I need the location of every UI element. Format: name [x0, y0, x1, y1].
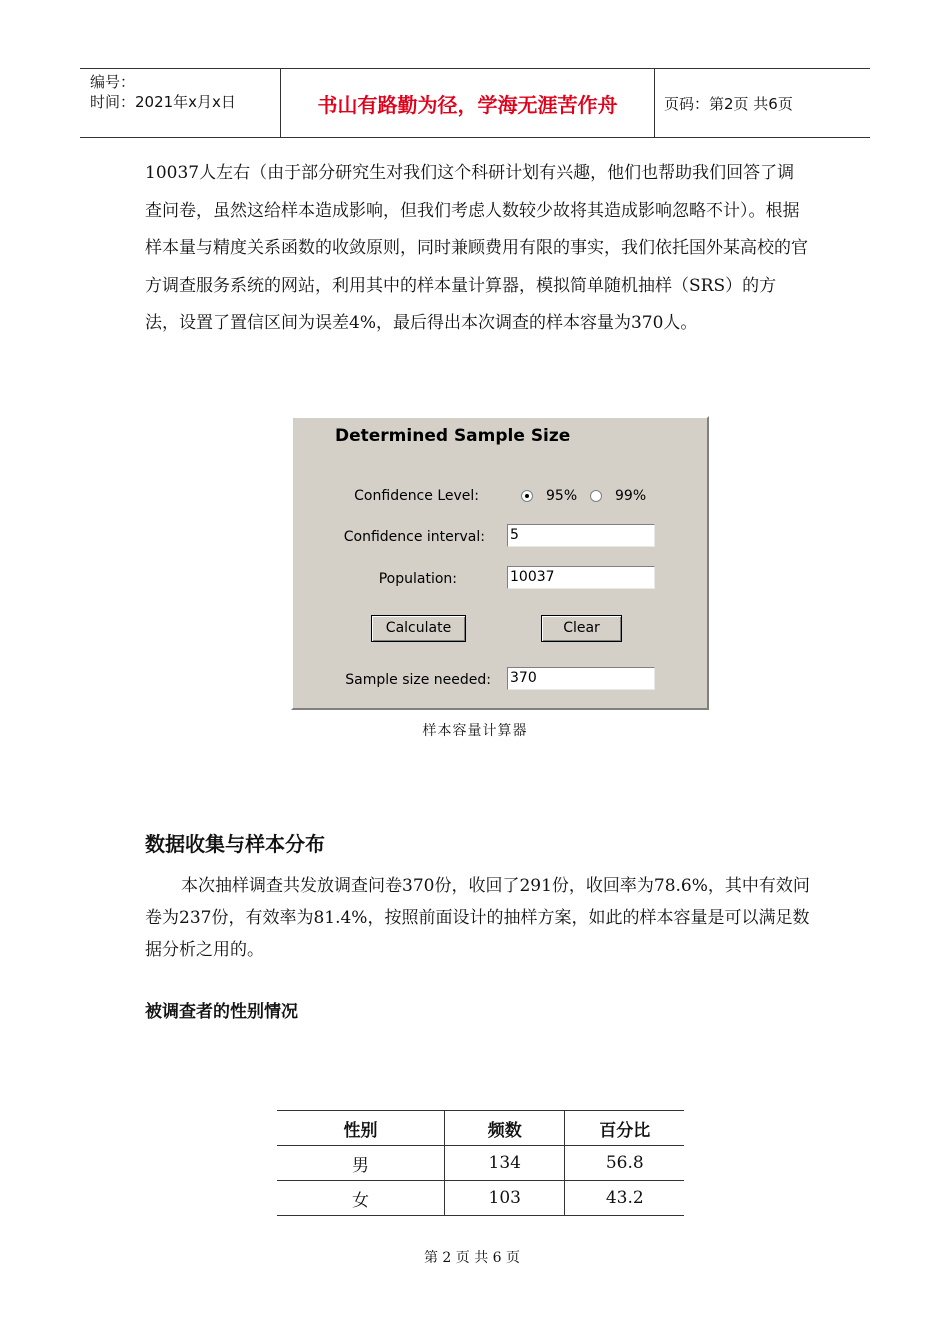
clear-button[interactable]: Clear [541, 615, 622, 642]
calculator-caption [0, 720, 950, 740]
confidence-level-label: Confidence Level: [354, 488, 479, 504]
column-header-gender: 性别 [277, 1111, 445, 1146]
subsection-title: 被调查者的性别情况 [145, 1002, 298, 1022]
confidence-99-radio[interactable] [590, 490, 602, 502]
page-header [80, 68, 870, 138]
table-cell: 103 [445, 1181, 565, 1216]
intro-paragraph: 10037人左右（由于部分研究生对我们这个科研计划有兴趣，他们也帮助我们回答了调查问卷，虽然这给样本造成影响，但我们考虑人数较少故将其造成影响忽略不计）。根据样本量与精度关系函数的收敛原则，同时兼顾费用有限的事实，我们依托国外某高校的官方调查服务系统的网站，利用其中的样本量计算器，模拟简单随机抽样（SRS）的方法，设置了置信区间为误差4%，最后得出本次调查的样本容量为370人。 [145, 163, 808, 333]
confidence-99-label: 99% [615, 488, 647, 504]
calculator-title: Determined Sample Size [335, 426, 571, 446]
header-motto: 书山有路勤为径，学海无涯苦作舟 [317, 93, 618, 117]
header-motto-cell [280, 69, 655, 137]
sample-size-output[interactable]: 370 [507, 667, 655, 690]
confidence-95-label: 95% [546, 488, 578, 504]
table-row [277, 1146, 684, 1181]
footer-page-number: 第 2 页 共 6 页 [423, 1250, 521, 1266]
gender-table [277, 1110, 684, 1216]
confidence-95-radio[interactable] [521, 490, 533, 502]
table-cell: 134 [445, 1146, 565, 1181]
sample-size-label: Sample size needed: [345, 672, 491, 688]
table-cell: 女 [277, 1181, 445, 1216]
header-page-cell [654, 69, 870, 137]
table-cell: 56.8 [565, 1146, 684, 1181]
column-header-percent: 百分比 [565, 1111, 684, 1146]
column-header-frequency: 频数 [445, 1111, 565, 1146]
header-meta-cell [80, 69, 280, 137]
collection-paragraph: 本次抽样调查共发放调查问卷370份，收回了291份，收回率为78.6%，其中有效问卷为237份，有效率为81.4%，按照前面设计的抽样方案，如此的样本容量是可以满足数据分析之用的。 [145, 876, 810, 960]
header-page-label: 页码：第2页 共6页 [664, 95, 793, 113]
table-cell: 43.2 [565, 1181, 684, 1216]
sample-size-calculator [291, 416, 709, 710]
document-time-label: 时间：2021年x月x日 [90, 93, 236, 111]
population-input[interactable]: 10037 [507, 566, 655, 589]
calculate-button[interactable]: Calculate [371, 615, 466, 642]
document-number-label: 编号： [90, 73, 136, 91]
confidence-interval-label: Confidence interval: [343, 529, 485, 545]
population-label: Population: [378, 571, 457, 587]
section-title: 数据收集与样本分布 [145, 832, 325, 856]
confidence-interval-input[interactable]: 5 [507, 524, 655, 547]
table-cell: 男 [277, 1146, 445, 1181]
calculator-caption-text: 样本容量计算器 [422, 723, 528, 739]
table-header-row [277, 1111, 684, 1146]
page-footer [0, 1247, 950, 1267]
table-row [277, 1181, 684, 1216]
